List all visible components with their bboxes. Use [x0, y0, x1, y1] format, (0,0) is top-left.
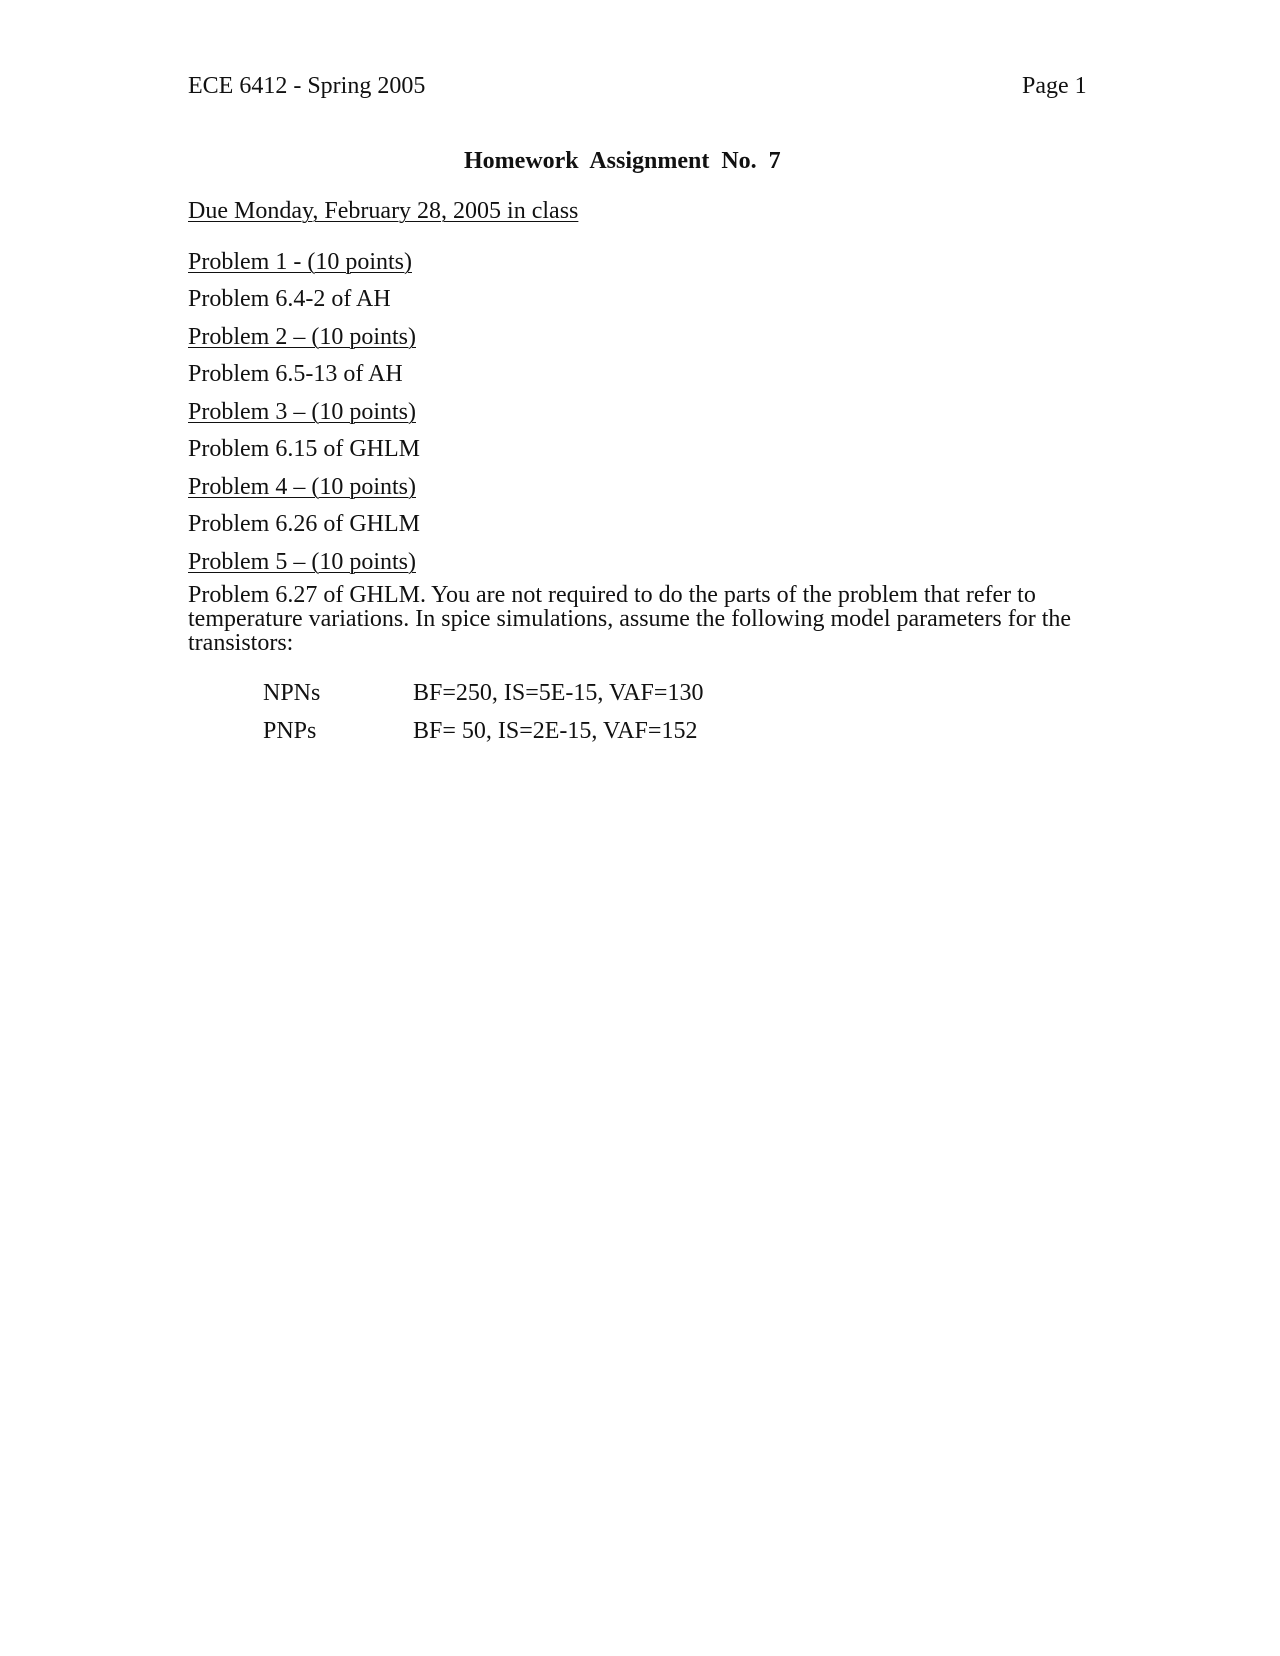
model-npn-type: NPNs [263, 680, 321, 706]
model-npn-params: BF=250, IS=5E-15, VAF=130 [413, 680, 704, 706]
problem-4-text: Problem 6.26 of GHLM [188, 511, 420, 537]
due-date: Due Monday, February 28, 2005 in class [188, 198, 579, 224]
header-page-number: Page 1 [1022, 73, 1087, 99]
problem-5-text: Problem 6.27 of GHLM. You are not required to do the parts of the problem that refer to temperature variations. In spice simulations, assume the following model parameters for the transistors: [188, 582, 1072, 656]
problem-3-text: Problem 6.15 of GHLM [188, 436, 420, 462]
header-course: ECE 6412 - Spring 2005 [188, 73, 426, 99]
problem-2-heading: Problem 2 – (10 points) [188, 324, 416, 350]
problem-5-heading: Problem 5 – (10 points) [188, 549, 416, 575]
model-pnp-params: BF= 50, IS=2E-15, VAF=152 [413, 718, 698, 744]
problem-1-heading: Problem 1 - (10 points) [188, 249, 412, 275]
model-pnp-type: PNPs [263, 718, 317, 744]
page-title: Homework Assignment No. 7 [464, 148, 781, 174]
problem-3-heading: Problem 3 – (10 points) [188, 399, 416, 425]
problem-2-text: Problem 6.5-13 of AH [188, 361, 403, 387]
problem-4-heading: Problem 4 – (10 points) [188, 474, 416, 500]
problem-1-text: Problem 6.4-2 of AH [188, 286, 391, 312]
